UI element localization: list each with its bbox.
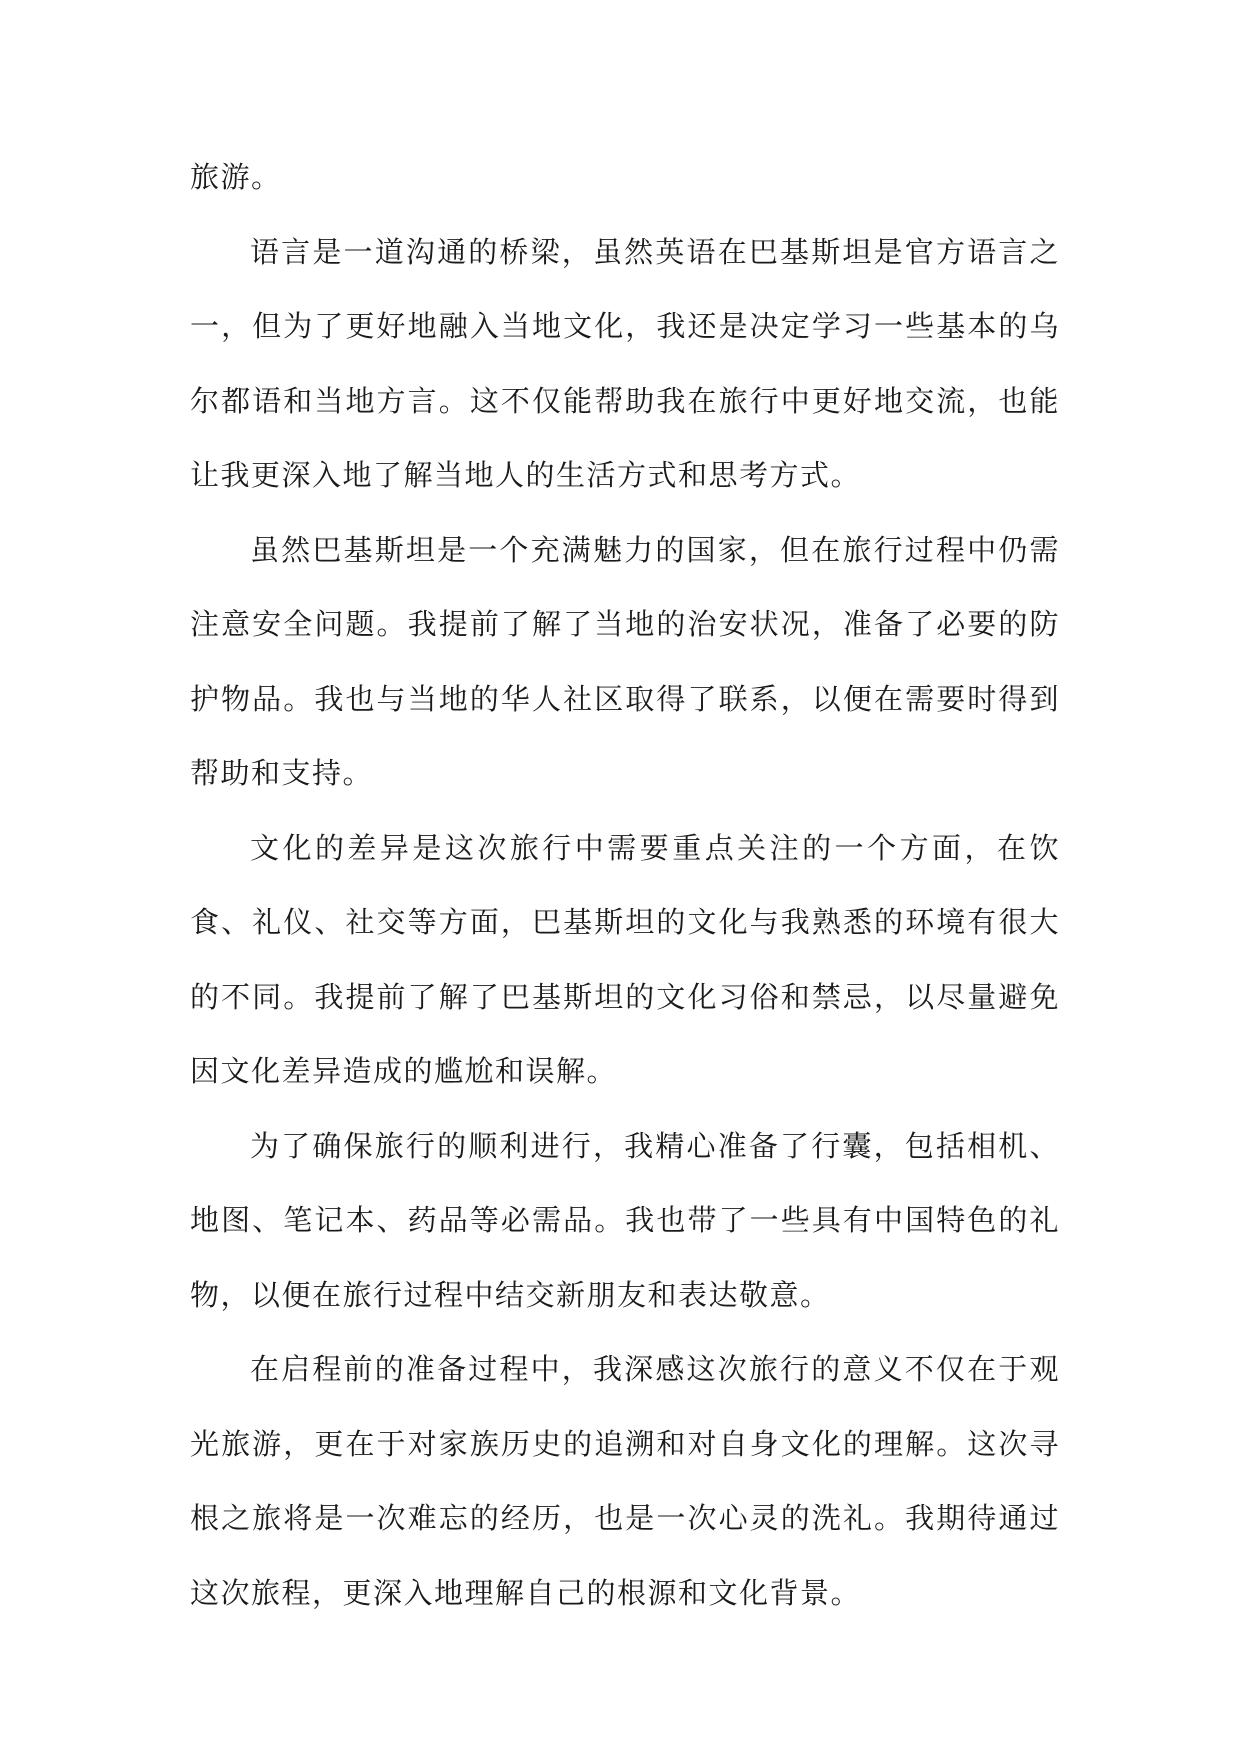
paragraph-packing: 为了确保旅行的顺利进行，我精心准备了行囊，包括相机、地图、笔记本、药品等必需品。我也带了一些具有中国特色的礼物，以便在旅行过程中结交新朋友和表达敬意。 xyxy=(190,1128,1060,1312)
document-body xyxy=(190,140,1060,1630)
paragraph-safety: 虽然巴基斯坦是一个充满魅力的国家，但在旅行过程中仍需注意安全问题。我提前了解了当地的治安状况，准备了必要的防护物品。我也与当地的华人社区取得了联系，以便在需要时得到帮助和支持。 xyxy=(190,532,1060,790)
paragraph-language: 语言是一道沟通的桥梁，虽然英语在巴基斯坦是官方语言之一，但为了更好地融入当地文化，我还是决定学习一些基本的乌尔都语和当地方言。这不仅能帮助我在旅行中更好地交流，也能让我更深入地了解当地人的生活方式和思考方式。 xyxy=(190,234,1060,492)
paragraph-culture: 文化的差异是这次旅行中需要重点关注的一个方面，在饮食、礼仪、社交等方面，巴基斯坦的文化与我熟悉的环境有很大的不同。我提前了解了巴基斯坦的文化习俗和禁忌，以尽量避免因文化差异造成的尴尬和误解。 xyxy=(190,830,1060,1088)
paragraph-continuation: 旅游。 xyxy=(190,160,282,194)
paragraph-reflection: 在启程前的准备过程中，我深感这次旅行的意义不仅在于观光旅游，更在于对家族历史的追溯和对自身文化的理解。这次寻根之旅将是一次难忘的经历，也是一次心灵的洗礼。我期待通过这次旅程，更深入地理解自己的根源和文化背景。 xyxy=(190,1352,1060,1610)
